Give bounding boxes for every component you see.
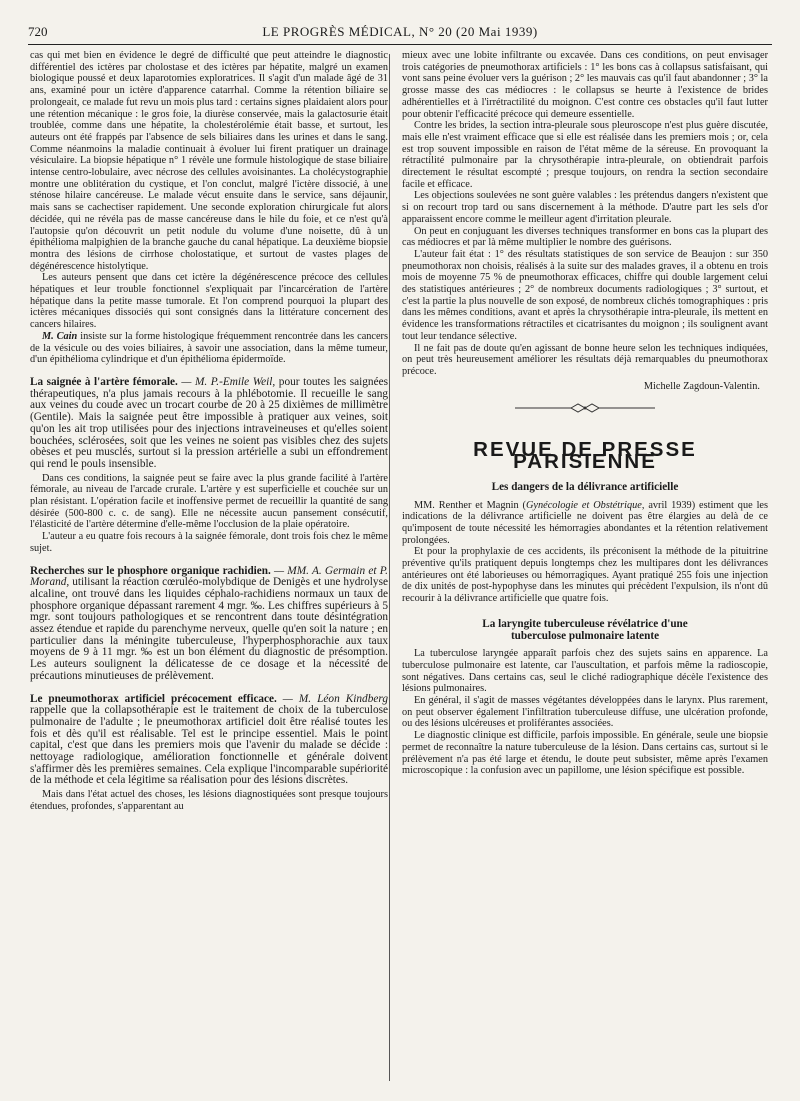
article-heading xyxy=(30,377,388,471)
paragraph-text: insiste sur la forme histologique fréquemment rencontrée dans les cancers de la vésicule ou des voies biliaires, à savoir une association, dans la même tumeur, d'un épithélioma cylindrique et d'un épithélioma épidermoïde. xyxy=(30,330,388,366)
author-name: — M. Léon Kindberg xyxy=(276,692,388,705)
paragraph-text: pour toutes les saignées thérapeutiques, n'a plus jamais recours à la phlébotomie. Il recueille le sang aux veines du coude avec un trocart courbe de 20 à 25 dixièmes de millimètre (Gentile). Mais la saignée peut être impossible à pratiquer aux veines, soit qu'on les ait trop utilisées pour des injections intraveineuses et qu'elles soient bouchées, sclérosées, soit que les veines ne soient pas visibles chez des sujets obèses et peu musclés, surtout si la pression artérielle a subi un effondrement qui rend le pouls insensible. xyxy=(30,375,388,470)
article-heading xyxy=(30,566,388,683)
journal-reference: Gynécologie et Obstétrique xyxy=(525,499,642,511)
article-title-line-2: tuberculose pulmonaire latente xyxy=(510,629,660,642)
paragraph: Le diagnostic clinique est difficile, parfois impossible. En générale, seule une biopsie permet de reconnaître la nature tuberculeuse de la lésion. Dans certains cas, surtout si le prélèvement n'a pas été large et étendu, le doute peut subsister, même après l'examen microscopique : la confusion avec un papillome, une lésion spécifique est possible. xyxy=(402,730,768,777)
paragraph: Les objections soulevées ne sont guère valables : les prétendus dangers n'existent que si on recourt trop tard ou sans discernement à la méthode. D'autre part les sels d'or apparaissent encore comme le meilleur agent d'irritation pleurale. xyxy=(402,190,768,225)
article-title: Recherches sur le phosphore organique rachidien. xyxy=(30,564,271,577)
article-title-line-1: La laryngite tuberculeuse révélatrice d'une xyxy=(482,617,688,630)
article-title: Le pneumothorax artificiel précocement efficace. xyxy=(30,692,277,705)
page-header xyxy=(28,24,772,46)
author-name: — M. P.-Emile Weil, xyxy=(177,375,276,388)
paragraph: On peut en conjuguant les diverses techniques transformer en bons cas la plupart des cas médiocres et par là même multiplier le nombre des guérisons. xyxy=(402,225,768,249)
article-author xyxy=(178,376,275,388)
paragraph-text: , avril 1939) estiment que les indications de la délivrance artificielle ne doivent pas être élargies au delà de ce qu'imposent de toute nécessité les hémorragies abondantes et la rétention relativement prolongées. xyxy=(402,499,769,546)
article-title: La saignée à l'artère fémorale. xyxy=(30,375,178,388)
author-signature: Michelle Zagdoun-Valentin. xyxy=(643,380,760,392)
paragraph: Les auteurs pensent que dans cet ictère la dégénérescence précoce des cellules hépatiques et leur trouble fonctionnel s'expliquait par l'incarcération de l'artère hépatique dans la petite masse tumorale. Et l'on comprend pourquoi la plupart des ictères mécaniques dissociés qui sont consignés dans la littérature concernent des cancers hilaires. xyxy=(30,272,388,331)
header-rule xyxy=(28,44,772,45)
column-divider xyxy=(389,54,390,1081)
paragraph: En général, il s'agit de masses végétantes développées dans le larynx. Plus rarement, on peut observer également l'infiltration tuberculeuse diffuse, une ulcération profonde, ou des lésions ulcéreuses et proliférantes associées. xyxy=(402,695,768,730)
paragraph: L'auteur fait état : 1° des résultats statistiques de son service de Beaujon : sur 350 pneumothorax non choisis, réalisés à la suite sur des malades graves, il a obtenu en trois mois de moyenne 75 % de pneumothorax efficaces, chiffre qui double largement celui des statistiques antérieures ; 2° de nombreux documents radiologiques ; 3° surtout, et c'est la partie la plus nouvelle de son exposé, de nombreux clichés tomographiques : pris dans les mêmes conditions, avant et après la chrysothérapie intra-pleurale, ils mettent en évidence les transformations rétractiles et cicatrisantes du moignon ; ils soulignent avant tout leur tendance sélective. xyxy=(402,248,768,342)
right-column xyxy=(402,50,768,777)
paragraph xyxy=(30,331,388,366)
page-number: 720 xyxy=(28,24,48,39)
paragraph: Dans ces conditions, la saignée peut se faire avec la plus grande facilité à l'artère fémorale, au niveau de l'arcade crurale. L'artère y est superficielle et couchée sur un plan résistant. L'opération facile et inoffensive permet de recueillir la quantité de sang désirée (500-800 c. c. de sang). Elle ne nécessite aucun pansement consécutif, l'élasticité de l'artère détermine d'elle-même l'occlusion de la plaie opératoire. xyxy=(30,472,388,531)
paragraph-text: utilisant la réaction cœruléo-molybdique de Denigès et une hydrolyse alcaline, ont trouvé dans les liquides céphalo-rachidiens normaux un taux de phosphore organique dépassant rarement 4 mgr. ‰. Les chiffres supérieurs à 5 mgr. sont toujours pathologiques et se rencontrent dans toute désintégration assez étendue et rapide du parenchyme nerveux, quelle qu'en soit la nature ; en particulier dans la méningite tuberculeuse, l'hyperphosphorachie aux taux moyens de 9 à 11 mgr. ‰ est un bon élément du diagnostic de présomption. Les auteurs soulignent la délicatesse de ce dosage et la nécessité de précautions minutieuses de prélèvement. xyxy=(30,576,388,682)
paragraph: Mais dans l'état actuel des choses, les lésions diagnostiquées sont presque toujours étendues, profondes, s'apparentant au xyxy=(30,789,388,812)
paragraph: mieux avec une lobite infiltrante ou excavée. Dans ces conditions, on peut envisager trois catégories de pneumothorax artificiels : 1° les bons cas à collapsus satisfaisant, qui vont sans peine évoluer vers la guérison ; 2° les mauvais cas qu'il faut abandonner ; 3° la grosse masse des cas médiocres : le collapsus se heurte à l'existence de brides adhérentielles et à l'irrétractilité du moignon. C'est contre ces obstacles qu'il faut lutter pour obtenir l'efficacité précoce qui demeure essentielle. xyxy=(402,50,768,120)
ornament-divider-icon xyxy=(515,402,655,414)
left-column xyxy=(30,50,388,813)
paragraph xyxy=(402,500,768,547)
paragraph: Contre les brides, la section intra-pleurale sous pleuroscope n'est plus guère discutée, mais elle n'est vraiment efficace que si elle est réalisée dans les premiers mois ; or, cela est trop souvent impossible en raison de l'état même de la séreuse. En provoquant la rétractilité pulmonaire par la chrysothérapie intra-pleurale, on obtiendrait parfois directement le résultat escompté ; presque toujours, on rendra la section secondaire facile et efficace. xyxy=(402,120,768,190)
paragraph: Et pour la prophylaxie de ces accidents, ils préconisent la méthode de la pituitrine préventive qu'ils pratiquent depuis longtemps chez les multipares dont les délivrances antérieures ont été laborieuses ou hémorragiques. Ayant pratiqué 255 fois une injection de dix unités de post-hypophyse dans les minutes qui précèdent l'expulsion, ils n'ont dû recourir à la délivrance artificielle que quatre fois. xyxy=(402,546,768,605)
journal-title: LE PROGRÈS MÉDICAL, N° 20 (20 Mai 1939) xyxy=(262,24,538,39)
paragraph-text: rappelle que la collapsothérapie est le traitement de choix de la tuberculose pulmonaire de l'adulte ; le pneumothorax artificiel doit être réalisé toutes les fois et dès qu'il est réalisable. Tel est le principe essentiel. Mais le point capital, c'est que dans les premiers mois que l'avenir du malade se décide : nettoyage radiologique, amélioration fonctionnelle et générale doivent s'affirmer dès les premières semaines. Cela explique l'incomparable supériorité de la méthode et cela légitime sa réalisation pour des lésions discrètes. xyxy=(30,704,388,787)
paragraph-text: MM. Renther et Magnin ( xyxy=(414,499,526,511)
author-name: M. Cain xyxy=(42,330,78,342)
paragraph: L'auteur a eu quatre fois recours à la saignée fémorale, dont trois fois chez le même sujet. xyxy=(30,531,388,554)
paragraph: La tuberculose laryngée apparaît parfois chez des sujets sains en apparence. La tuberculose pulmonaire est latente, car l'auscultation, et parfois même la radioscopie, sont négatives. Dans certains cas, seul le cliché radiographique décèle l'existence des lésions pulmonaires. xyxy=(402,648,768,695)
article-title: Les dangers de la délivrance artificielle xyxy=(491,480,679,493)
article-heading xyxy=(30,694,388,788)
section-banner: REVUE DE PRESSE PARISIENNE xyxy=(473,438,697,474)
author-name: — MM. A. Germain et P. Morand, xyxy=(30,564,388,589)
paragraph: cas qui met bien en évidence le degré de difficulté que peut atteindre le diagnostic différentiel des ictères par cholostase et des ictères par hépatite, malgré un examen biologique poussé et deux laparotomies exploratrices. Il s'agit d'un malade âgé de 31 ans, examiné pour un ictère d'apparence catarrhal. Comme la rétention biliaire se prolongeait, ce malade fut revu un mois plus tard : certains signes plaidaient alors pour une rétention mécanique : le gros foie, la diurèse conservée, mais la galactosurie était troublée, comme dans une hépatite, la cholestérolémie était basse, et surtout, les auteurs ont été frappés par l'absence de sels biliaires dans les urines et dans le sang. Comme néanmoins la maladie continuait à évoluer lui firent pratiquer un drainage vésiculaire. La biopsie hépatique n° 1 révèle une formule histologique de stase biliaire intense centro-lobulaire, avec nécrose des cellules avoisinantes. La cholécystographie montre une oblitération du cystique, et l'on conclut, malgré l'ictère dissocié, à une sténose hilaire cancéreuse. Le malade vécut ensuite dans le service, sans déjaunir, mais sans se cachectiser rapidement. Une seconde exploration chirurgicale fut alors décidée, qui ne révéla pas de masse cancéreuse dans le hile du foie, et ce n'est qu'à l'autopsie qu'on découvrit un petit nodule du volume d'une noisette, dû à un épithélioma malpighien de la branche gauche du canal hépatique. La deuxième biopsie montra des lésions de cirrhose cholostatique, et surtout de vastes plages de dégénérescence histolytique. xyxy=(30,50,388,272)
paragraph: Il ne fait pas de doute qu'en agissant de bonne heure selon les techniques indiquées, on peut très heureusement améliorer les résultats déjà remarquables du pneumothorax précoce. xyxy=(402,342,768,377)
